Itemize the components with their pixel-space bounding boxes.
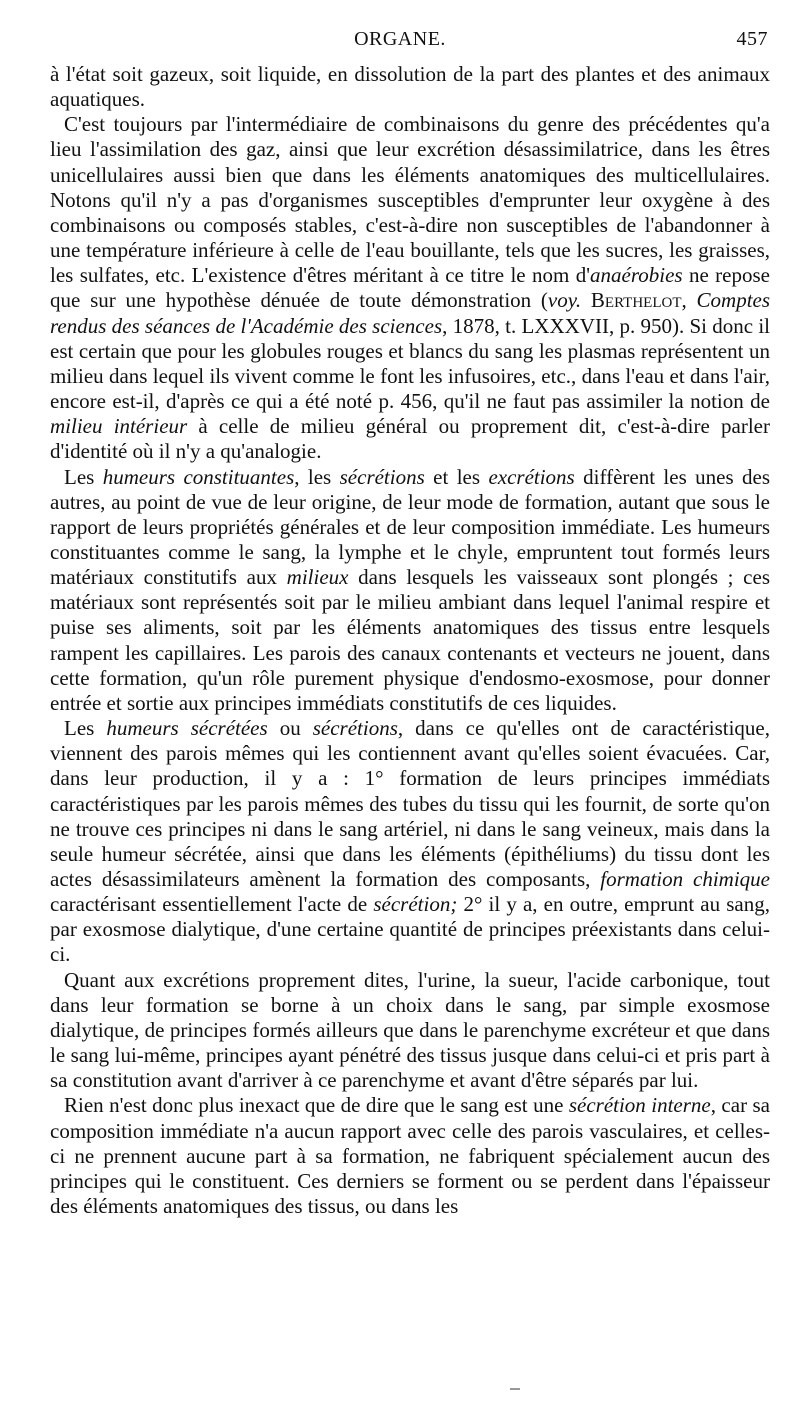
text-run: , dans ce qu'elles ont de caractéristique, viennent des parois mêmes qui les contiennent avant qu'elles soient évacuées. Car, dans leur production, il y a : 1° formation de leurs principes immédiats caractéristiques par les parois mêmes des tubes du tissu qui les fournit, de sorte qu'on ne trouve ces principes ni dans le sang artériel, ni dans le sang veineux, mais dans la seule humeur sécrétée, ainsi que dans les éléments (épithéliums) du tissu dont les actes désassimilateurs amènent la formation des composants, (50, 716, 770, 891)
footer-dash (510, 1388, 520, 1390)
italic-run: sécrétion interne (568, 1093, 711, 1118)
page-header (0, 28, 800, 58)
paragraph (50, 112, 770, 464)
text-run: dans lesquels les vaisseaux sont plongés ; ces matériaux sont représentés soit par le milieu ambiant dans lequel l'animal respire et puise ses aliments, soit par les éléments anatomiques des tissus entre lesquels rampent les capillaires. Les parois des canaux contenants et vecteurs ne jouent, dans cette formation, qu'un rôle purement physique d'endosmo-exosmose, pour donner entrée et sortie aux principes immédiats constitutifs de ces liquides. (50, 565, 770, 715)
paragraph (50, 968, 770, 1094)
italic-run: Comptes rendus des séances de l'Académie des sciences (50, 288, 771, 338)
text-run: 2° il y a, en outre, emprunt au sang, par exosmose dialytique, d'une certaine quantité de principes préexistants dans celui-ci. (50, 892, 770, 967)
italic-run: excrétions (488, 464, 575, 489)
paragraph (50, 465, 770, 717)
text-run: ou (267, 716, 313, 741)
page-body (50, 62, 770, 1219)
text-run: C'est toujours par l'intermédiaire de combinaisons du genre des précédentes qu'a lieu l'assimilation des gaz, ainsi que leur excrétion désassimilatrice, dans les êtres unicellulaires aussi bien que dans les éléments anatomiques des multicellulaires. Notons qu'il n'y a pas d'organismes susceptibles d'emprunter leur oxygène à des combinaisons ou composés stables, c'est-à-dire non susceptibles de l'abandonner à une température inférieure à celle de l'eau bouillante, tels que les sucres, les graisses, les sulfates, etc. L'existence d'êtres méritant à ce titre le nom d' (50, 112, 770, 288)
text-run: Rien n'est donc plus inexact que de dire que le sang est une (64, 1093, 569, 1118)
text-run: Les (64, 464, 103, 489)
text-run: Quant aux excrétions proprement dites, l'urine, la sueur, l'acide carbonique, tout dans leur formation se borne à un choix dans le sang, par simple exosmose dialytique, de principes formés ailleurs que dans le parenchyme excréteur et que dans le sang lui-même, principes ayant pénétré des tissus jusque dans celui-ci et pris part à sa constitution avant d'arriver à ce parenchyme et avant d'être séparés par lui. (50, 967, 770, 1093)
text-run: à l'état soit gazeux, soit liquide, en dissolution de la part des plantes et des animaux aquatiques. (50, 62, 770, 112)
italic-run: voy. (547, 288, 582, 313)
paragraph (50, 716, 770, 968)
italic-run: humeurs sécrétées (106, 716, 268, 741)
italic-run: formation chimique (600, 867, 770, 891)
paragraph (50, 1093, 770, 1219)
italic-run: milieu intérieur (50, 414, 188, 439)
text-run: Les (64, 716, 107, 741)
text-run: , les (294, 464, 340, 489)
text-run (581, 288, 591, 312)
page-number: 457 (736, 28, 768, 50)
italic-run: milieux (286, 565, 349, 590)
italic-run: sécrétion; (373, 892, 458, 917)
text-run: diffèrent les unes des autres, au point de vue de leur origine, de leur mode de formation, autant que sous le rapport de leurs propriétés générales et de leur composition immédiate. Les humeurs constituantes comme le sang, la lymphe et le chyle, empruntent tout formés leurs matériaux constitutifs aux (50, 464, 771, 590)
text-run: , (681, 288, 697, 313)
paragraph (50, 62, 770, 112)
text-run: et les (424, 464, 489, 489)
text-run: à celle de milieu général ou proprement dit, c'est-à-dire parler d'identité où il n'y a qu'analogie. (50, 414, 770, 464)
text-run: ne repose que sur une hypothèse dénuée de toute démonstration ( (50, 263, 770, 313)
italic-run: anaérobies (590, 263, 683, 288)
text-run: , car sa composition immédiate n'a aucun rapport avec celle des parois vasculaires, et celles-ci ne prennent aucune part à sa formation, ne fabriquent spécialement aucun des principes qui le constituent. Ces derniers se forment ou se perdent dans l'épaisseur des éléments anatomiques des tissus, ou dans les (50, 1093, 770, 1219)
small-caps-run: Berthelot (590, 288, 682, 313)
italic-run: humeurs constituantes (102, 464, 295, 489)
text-run: caractérisant essentiellement l'acte de (50, 892, 374, 917)
italic-run: sécrétions (312, 716, 398, 741)
running-title: ORGANE. (354, 28, 446, 50)
italic-run: sécrétions (339, 464, 425, 489)
text-run: , 1878, t. LXXXVII, p. 950). Si donc il est certain que pour les globules rouges et blancs du sang les plasmas représentent un milieu dans lequel ils vivent comme le font les infusoires, etc., dans l'eau et dans l'air, encore est-il, d'après ce qui a été noté p. 456, qu'il ne faut pas assimiler la notion de (50, 313, 770, 414)
